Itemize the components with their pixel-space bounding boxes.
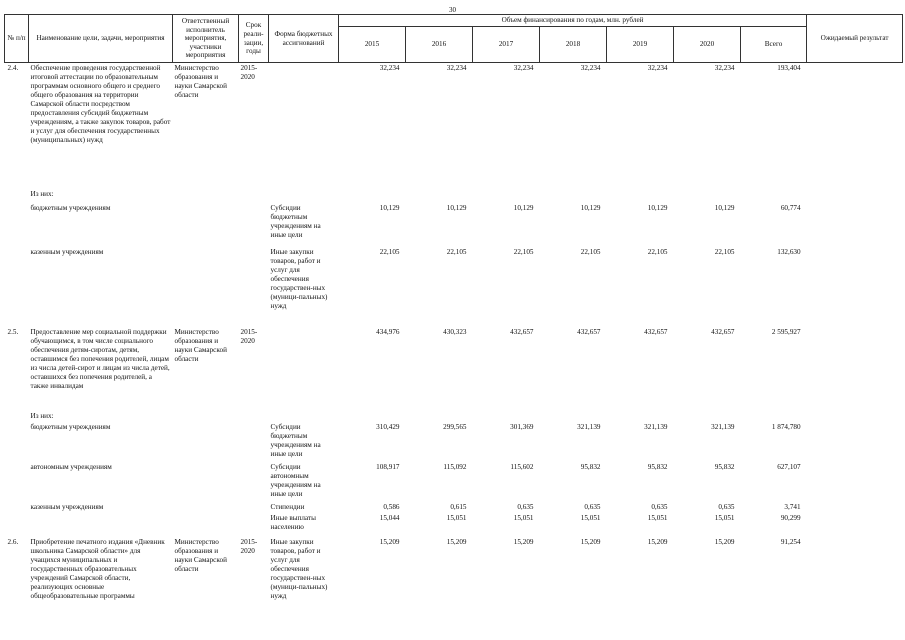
row-value: 15,051: [446, 513, 467, 522]
row-term: 2015-2020: [240, 64, 258, 81]
row-value: 115,602: [510, 462, 534, 471]
row-responsible: [173, 513, 239, 537]
row-responsible: [173, 203, 239, 247]
row-form: Субсидии автономным учреждениям на иные цели: [270, 462, 321, 498]
row-term: [239, 247, 269, 327]
row-value: 0,635: [718, 502, 735, 511]
row-responsible: Министерство образования и науки Самарской области: [174, 537, 227, 573]
row-name: казенным учреждениям: [30, 247, 104, 256]
table-row: [5, 189, 903, 203]
row-value: 299,565: [443, 422, 467, 431]
row-result: [807, 513, 903, 537]
row-value: 0,586: [383, 502, 400, 511]
row-value: 10,129: [379, 203, 400, 212]
header-funding: Объем финансирования по годам, млн. рублей: [339, 15, 807, 27]
row-number: 2.5.: [7, 327, 19, 336]
row-value: 15,209: [714, 537, 735, 546]
row-number: [5, 203, 29, 247]
table-row: [5, 327, 903, 411]
row-name: Из них:: [30, 189, 54, 198]
row-value: 432,657: [711, 327, 735, 336]
row-total: 60,774: [780, 203, 801, 212]
row-form: Иные закупки товаров, работ и услуг для обеспечения государствен-ных (муници-пальных) нужд: [270, 537, 328, 600]
header-year: 2019: [607, 27, 674, 63]
table-row: [5, 203, 903, 247]
row-value: 0,615: [450, 502, 467, 511]
row-value: 10,129: [714, 203, 735, 212]
row-value: 434,976: [376, 327, 400, 336]
row-number: [5, 189, 29, 203]
row-value: 432,657: [510, 327, 534, 336]
row-number: [5, 247, 29, 327]
table-row: [5, 247, 903, 327]
row-value: 310,429: [376, 422, 400, 431]
row-value: 432,657: [644, 327, 668, 336]
row-value: 32,234: [580, 64, 601, 72]
table-body: [5, 63, 903, 621]
page-number: 30: [449, 6, 456, 14]
row-value: 22,105: [580, 247, 601, 256]
row-value: 22,105: [513, 247, 534, 256]
table-row: [5, 462, 903, 502]
row-result: [807, 502, 903, 513]
row-number: [5, 422, 29, 462]
row-number: 2.4.: [7, 64, 19, 72]
row-value: 301,369: [510, 422, 534, 431]
row-value: 321,139: [644, 422, 668, 431]
row-name: автономным учреждениям: [30, 462, 112, 471]
row-result: [807, 327, 903, 411]
row-term: 2015-2020: [240, 327, 258, 345]
row-value: 22,105: [714, 247, 735, 256]
row-value: 432,657: [577, 327, 601, 336]
row-value: 15,209: [379, 537, 400, 546]
header-year: 2015: [339, 27, 406, 63]
row-responsible: [173, 422, 239, 462]
row-value: 430,323: [443, 327, 467, 336]
row-total: 193,404: [777, 64, 801, 72]
row-total: 132,630: [777, 247, 801, 256]
table-row: [5, 513, 903, 537]
row-name: бюджетным учреждениям: [30, 203, 111, 212]
row-result: [807, 63, 903, 189]
row-value: 32,234: [379, 64, 400, 72]
row-form: Субсидии бюджетным учреждениям на иные цели: [270, 422, 321, 458]
table-row: [5, 422, 903, 462]
row-value: 22,105: [379, 247, 400, 256]
row-total: 627,107: [777, 462, 801, 471]
row-responsible: Министерство образования и науки Самарской области: [174, 64, 227, 99]
row-name: Приобретение печатного издания «Дневник школьника Самарской области» для учащихся муниципальных и государственных образовательных учреждений Самарской области, реализующих основные общеобразовательные программы: [30, 537, 165, 600]
row-value: 10,129: [513, 203, 534, 212]
row-result: [807, 462, 903, 502]
row-name: казенным учреждениям: [30, 502, 104, 511]
row-total: 1 874,780: [771, 422, 801, 431]
table-row: [5, 537, 903, 621]
row-number: [5, 513, 29, 537]
row-responsible: Министерство образования и науки Самарской области: [174, 327, 227, 363]
row-value: 321,139: [711, 422, 735, 431]
row-value: 0,635: [651, 502, 668, 511]
row-number: 2.6.: [7, 537, 19, 546]
row-value: 15,051: [580, 513, 601, 522]
row-form: Иные выплаты населению: [270, 513, 316, 531]
row-name: Из них:: [30, 411, 54, 420]
row-name: Обеспечение проведения государственной итоговой аттестации по образовательным программам основного общего и среднего общего образования на территории Самарской области посредством предоставления субсидий бюджетным учреждениям, а также закупок товаров, работ и услуг для обеспечения государственных (муниципальных) нужд: [30, 64, 171, 144]
header-year: 2017: [473, 27, 540, 63]
table-row: [5, 63, 903, 189]
row-term: [239, 502, 269, 513]
row-total: 91,254: [780, 537, 801, 546]
header-name: Наименование цели, задачи, мероприятия: [29, 15, 173, 63]
header-form: Форма бюджетных ассигнований: [269, 15, 339, 63]
row-term: [239, 203, 269, 247]
header-result: Ожидаемый результат: [807, 15, 903, 63]
row-value: 15,051: [714, 513, 735, 522]
row-value: 15,051: [647, 513, 668, 522]
row-result: [807, 203, 903, 247]
row-form: [269, 63, 339, 189]
row-value: 95,832: [580, 462, 601, 471]
table-row: [5, 411, 903, 422]
row-value: 108,917: [376, 462, 400, 471]
row-number: [5, 411, 29, 422]
row-value: 15,209: [580, 537, 601, 546]
row-value: 32,234: [714, 64, 735, 72]
row-term: [239, 513, 269, 537]
row-value: 0,635: [584, 502, 601, 511]
row-value: 15,209: [647, 537, 668, 546]
row-form: Стипендии: [270, 502, 305, 511]
row-name: бюджетным учреждениям: [30, 422, 111, 431]
row-value: 15,209: [446, 537, 467, 546]
header-no: № п/п: [5, 15, 29, 63]
row-result: [807, 247, 903, 327]
row-value: 10,129: [446, 203, 467, 212]
table-row: [5, 502, 903, 513]
row-number: [5, 462, 29, 502]
row-term: [239, 462, 269, 502]
header-year: 2016: [406, 27, 473, 63]
row-name: [29, 513, 173, 537]
row-value: 115,092: [443, 462, 467, 471]
row-total: 3,741: [784, 502, 801, 511]
row-value: 32,234: [446, 64, 467, 72]
table-header: [5, 15, 903, 63]
row-value: 15,044: [379, 513, 400, 522]
row-number: [5, 502, 29, 513]
header-responsible: Ответственный исполнитель мероприятия, участники мероприятия: [173, 15, 239, 63]
row-name: Предоставление мер социальной поддержки обучающимся, в том числе социального обеспечения детям-сиротам, детям, оставшимся без попечения родителей, лицам из числа детей-сирот и лицам из числа детей, оставшихся без попечения родителей, а также инвалидам: [30, 327, 170, 390]
row-responsible: [173, 502, 239, 513]
funding-table: [4, 14, 903, 621]
row-responsible: [173, 247, 239, 327]
row-total: 90,299: [780, 513, 801, 522]
row-form: [269, 327, 339, 411]
header-term: Срок реали-зации, годы: [239, 15, 269, 63]
row-total: 2 595,927: [771, 327, 801, 336]
row-result: [807, 537, 903, 621]
row-value: 321,139: [577, 422, 601, 431]
row-value: 10,129: [647, 203, 668, 212]
row-term: 2015-2020: [240, 537, 258, 555]
row-value: 22,105: [446, 247, 467, 256]
header-year: 2020: [674, 27, 741, 63]
row-value: 95,832: [714, 462, 735, 471]
row-value: 10,129: [580, 203, 601, 212]
row-result: [807, 422, 903, 462]
row-term: [239, 422, 269, 462]
row-value: 15,051: [513, 513, 534, 522]
row-value: 22,105: [647, 247, 668, 256]
row-value: 32,234: [647, 64, 668, 72]
row-value: 0,635: [517, 502, 534, 511]
row-value: 15,209: [513, 537, 534, 546]
row-value: 95,832: [647, 462, 668, 471]
row-value: 32,234: [513, 64, 534, 72]
row-responsible: [173, 462, 239, 502]
header-total: Всего: [741, 27, 807, 63]
row-form: Субсидии бюджетным учреждениям на иные цели: [270, 203, 321, 239]
header-year: 2018: [540, 27, 607, 63]
row-form: Иные закупки товаров, работ и услуг для обеспечения государствен-ных (муници-пальных) нужд: [270, 247, 328, 310]
